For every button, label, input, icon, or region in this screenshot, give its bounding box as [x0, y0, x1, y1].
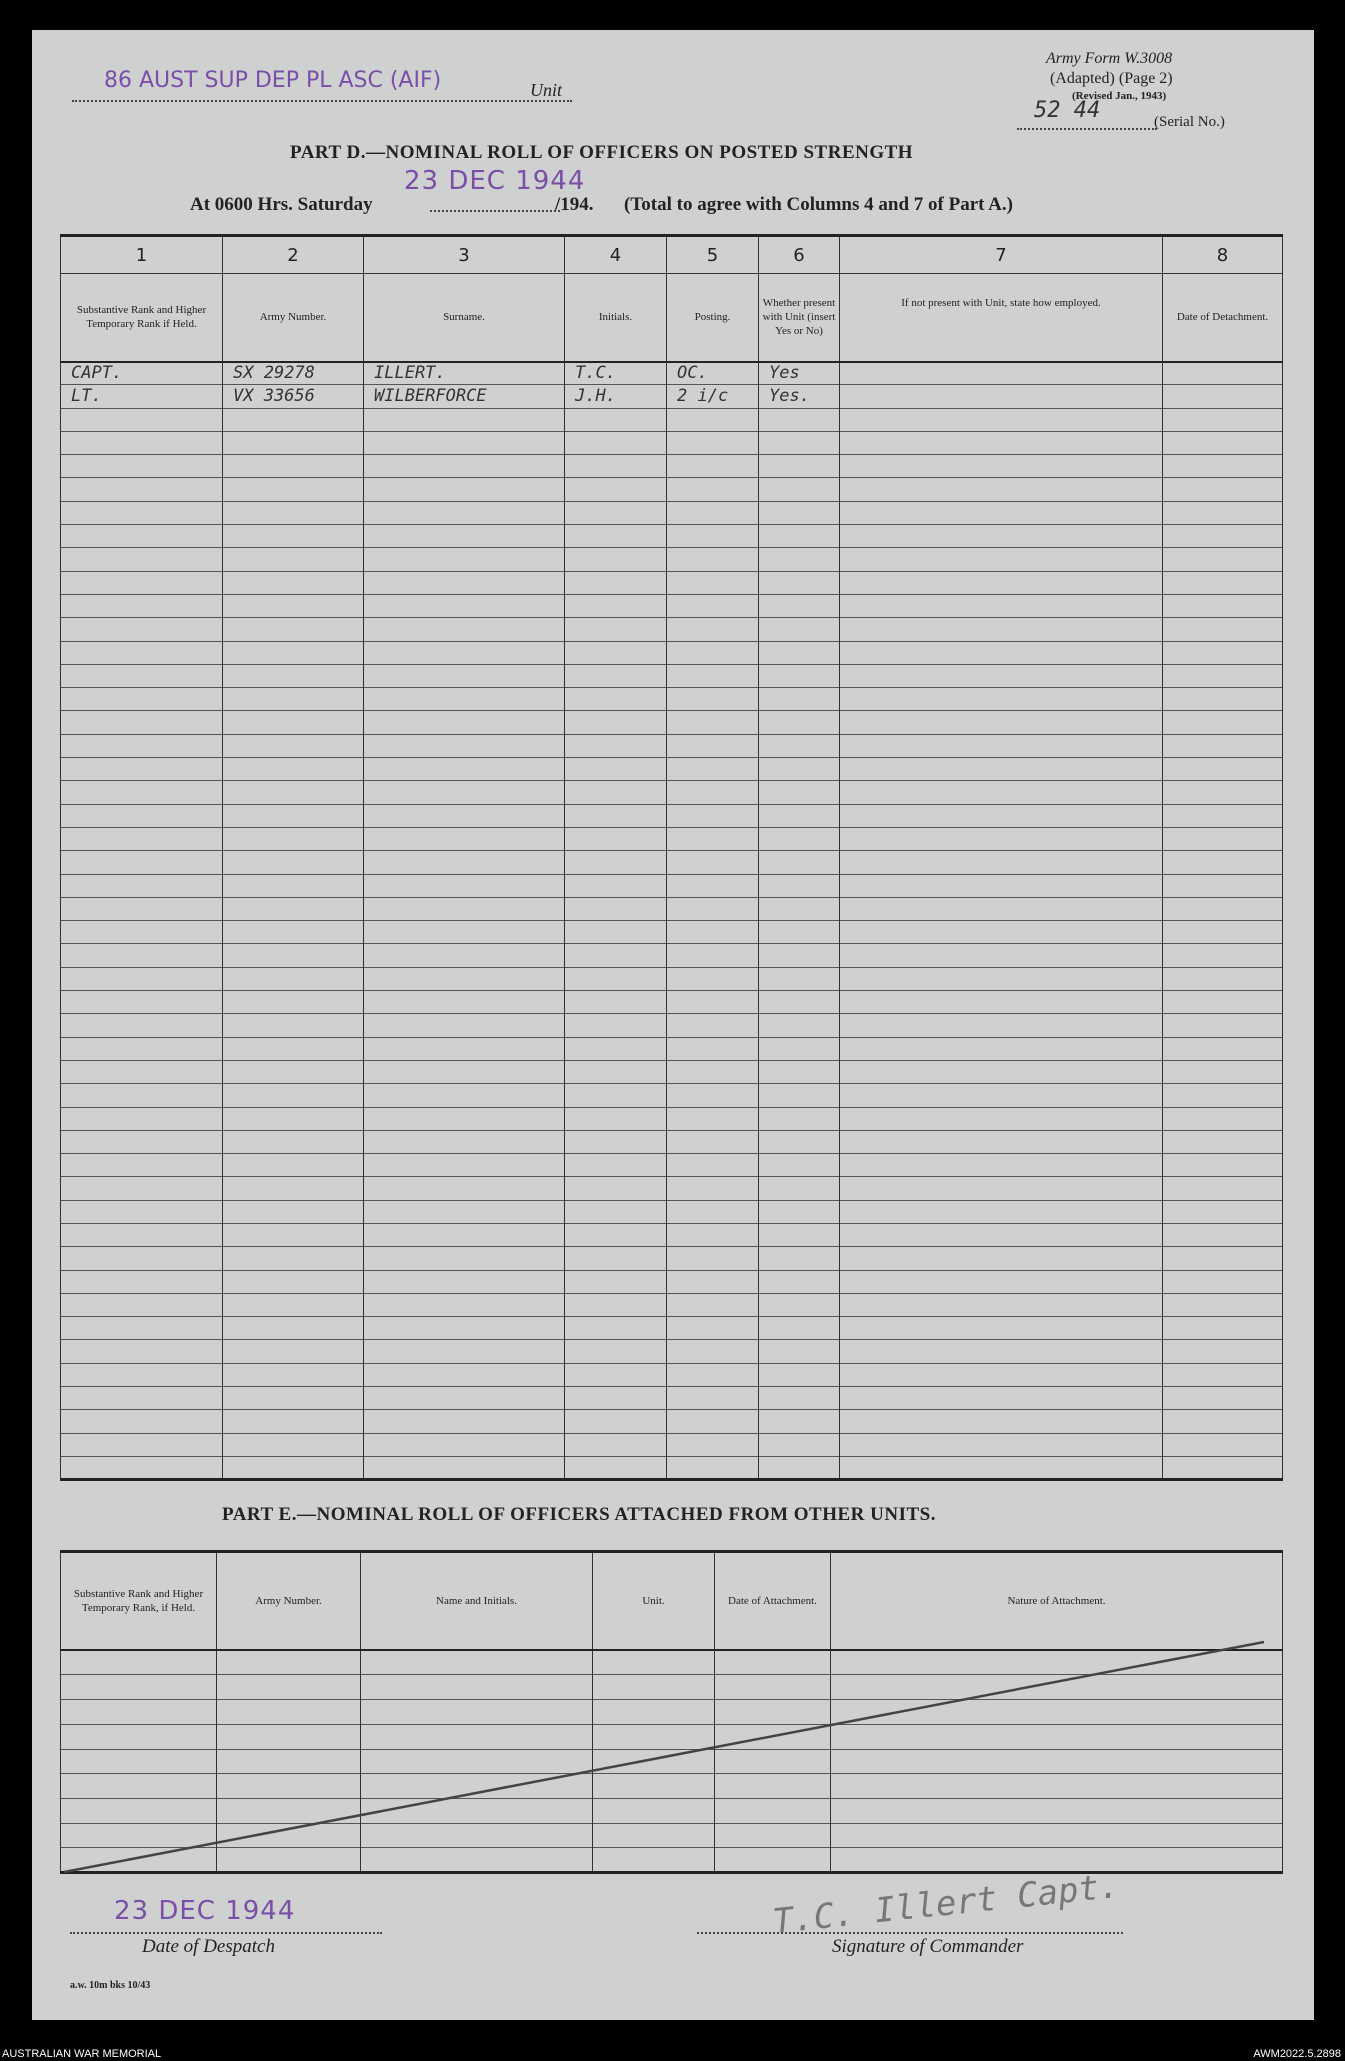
- form-page: [32, 30, 1314, 2020]
- part-e-title: PART E.—NOMINAL ROLL OF OFFICERS ATTACHED FROM OTHER UNITS.: [222, 1504, 936, 1525]
- serial-label: (Serial No.): [1154, 114, 1225, 130]
- at-label: At 0600 Hrs. Saturday: [190, 194, 373, 215]
- unit-label: Unit: [530, 80, 563, 100]
- e-col-header-nature: Nature of Attachment.: [831, 1552, 1283, 1651]
- cell-surname: WILBERFORCE: [364, 385, 565, 408]
- unit-stamp: 86 AUST SUP DEP PL ASC (AIF): [104, 68, 442, 93]
- year-label: /194.: [555, 194, 594, 215]
- cell-army-number: VX 33656: [223, 385, 364, 408]
- col-number: 2: [223, 236, 364, 274]
- col-number: 8: [1163, 236, 1283, 274]
- col-header-employment: If not present with Unit, state how employed.: [840, 274, 1163, 362]
- col-header-present: Whether present with Unit (insert Yes or No): [759, 274, 840, 362]
- col-header-army-number: Army Number.: [223, 274, 364, 362]
- despatch-line: [70, 1932, 382, 1934]
- cell-present: Yes: [759, 362, 840, 385]
- col-number: 7: [840, 236, 1163, 274]
- col-number: 1: [61, 236, 223, 274]
- cell-rank: CAPT.: [61, 362, 223, 385]
- cell-surname: ILLERT.: [364, 362, 565, 385]
- date-stamp: 23 DEC 1944: [404, 166, 586, 196]
- credit-left: AUSTRALIAN WAR MEMORIAL: [2, 2048, 162, 2060]
- col-header-rank: Substantive Rank and Higher Temporary Rank if Held.: [61, 274, 223, 362]
- strike-through-line: [32, 30, 1314, 2020]
- e-col-header-rank: Substantive Rank and Higher Temporary Rank, if Held.: [61, 1552, 217, 1651]
- commander-signature: T.C. Illert Capt.: [770, 1865, 1122, 1943]
- cell-initials: T.C.: [565, 362, 667, 385]
- cell-present: Yes.: [759, 385, 840, 408]
- cell-posting: 2 i/c: [667, 385, 759, 408]
- part-d-title: PART D.—NOMINAL ROLL OF OFFICERS ON POSTED STRENGTH: [290, 142, 914, 163]
- form-id-line3: (Revised Jan., 1943): [1072, 90, 1167, 102]
- col-header-surname: Surname.: [364, 274, 565, 362]
- e-col-header-unit: Unit.: [593, 1552, 715, 1651]
- cell-initials: J.H.: [565, 385, 667, 408]
- col-number: 4: [565, 236, 667, 274]
- total-note: (Total to agree with Columns 4 and 7 of Part A.): [624, 194, 1013, 215]
- col-number: 5: [667, 236, 759, 274]
- print-code: a.w. 10m bks 10/43: [70, 1980, 151, 1991]
- cell-rank: LT.: [61, 385, 223, 408]
- form-id-line2: (Adapted) (Page 2): [1050, 70, 1173, 87]
- e-col-header-name: Name and Initials.: [361, 1552, 593, 1651]
- e-col-header-attachment-date: Date of Attachment.: [715, 1552, 831, 1651]
- credit-right: AWM2022.5.2898: [1253, 2048, 1341, 2060]
- despatch-label: Date of Despatch: [142, 1936, 275, 1957]
- col-number: 3: [364, 236, 565, 274]
- serial-value: 52 44: [1034, 98, 1101, 123]
- cell-army-number: SX 29278: [223, 362, 364, 385]
- cell-posting: OC.: [667, 362, 759, 385]
- signature-line: [697, 1932, 1123, 1934]
- col-header-initials: Initials.: [565, 274, 667, 362]
- form-id-line1: Army Form W.3008: [1046, 50, 1173, 67]
- e-col-header-army-number: Army Number.: [217, 1552, 361, 1651]
- archive-footer: [0, 2030, 1345, 2061]
- col-header-detachment-date: Date of Detachment.: [1163, 274, 1283, 362]
- col-number: 6: [759, 236, 840, 274]
- col-header-posting: Posting.: [667, 274, 759, 362]
- despatch-stamp: 23 DEC 1944: [114, 1896, 296, 1926]
- signature-label: Signature of Commander: [832, 1936, 1024, 1957]
